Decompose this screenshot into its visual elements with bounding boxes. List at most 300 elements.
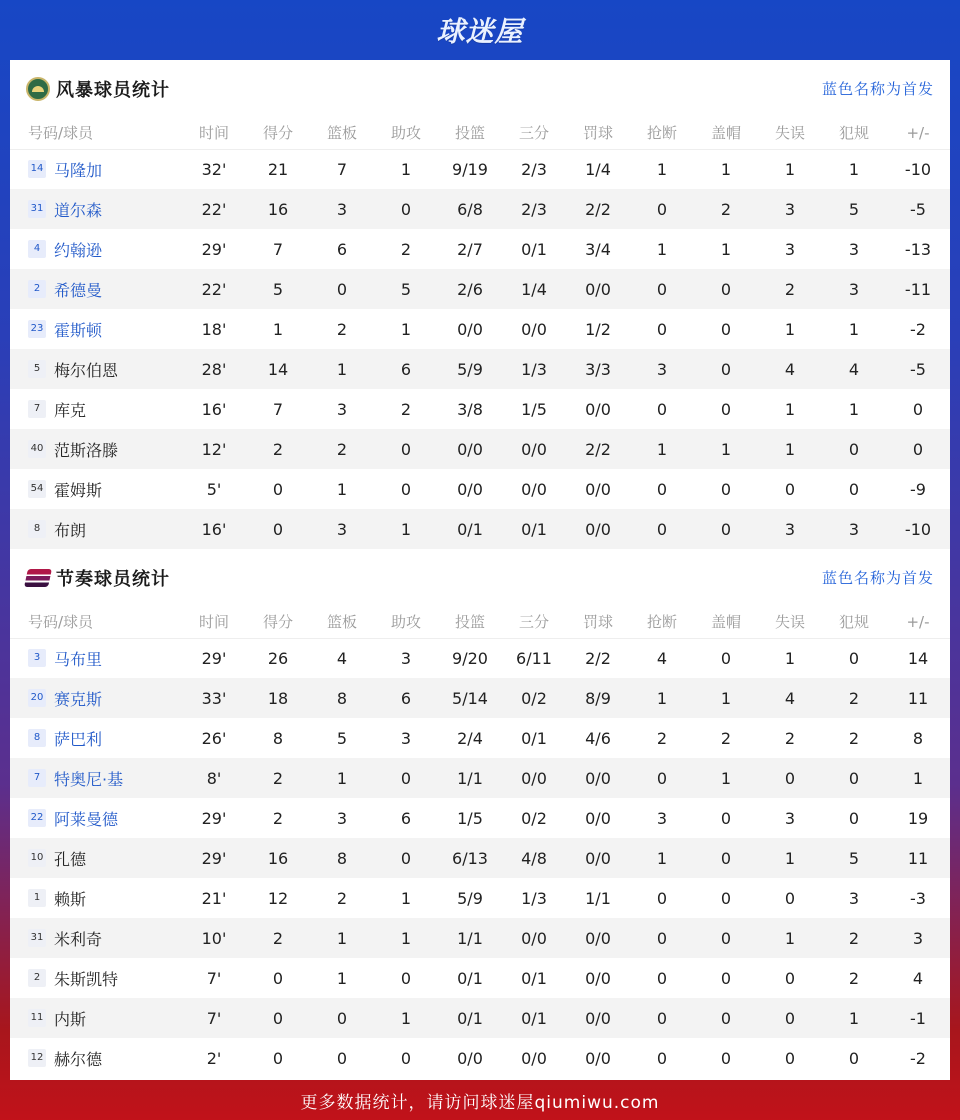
player-name[interactable]: 马布里 xyxy=(54,649,103,669)
stat-cell: 5' xyxy=(206,479,222,499)
stats-panel xyxy=(10,60,950,1080)
player-name[interactable]: 道尔森 xyxy=(54,200,103,220)
stat-cell: 0 xyxy=(720,888,732,908)
stat-cell: 3 xyxy=(886,918,950,958)
stat-cell: 2/2 xyxy=(566,189,630,229)
player-cell xyxy=(10,958,182,998)
stat-cell: 3/4 xyxy=(585,239,611,259)
table-row[interactable] xyxy=(10,998,950,1038)
player-cell xyxy=(10,389,182,429)
stat-cell: 4 xyxy=(758,678,822,718)
stat-cell: 3 xyxy=(822,509,886,549)
stat-cell: 1/1 xyxy=(438,758,502,798)
jersey-number-badge: 7 xyxy=(28,400,46,418)
table-row[interactable] xyxy=(10,389,950,429)
jersey-number-badge: 14 xyxy=(28,160,46,178)
player-name[interactable]: 布朗 xyxy=(54,520,87,540)
stat-cell: 8/9 xyxy=(566,678,630,718)
column-header: 号码/球员 xyxy=(10,606,182,638)
stat-cell: 0 xyxy=(720,648,732,668)
stat-cell: 0 xyxy=(694,349,758,389)
stat-cell: 3 xyxy=(400,728,412,748)
stat-cell: 1 xyxy=(630,678,694,718)
table-row[interactable] xyxy=(10,638,950,678)
player-name[interactable]: 马隆加 xyxy=(54,160,103,180)
stat-cell: 2 xyxy=(848,968,860,988)
starter-legend-note: 蓝色名称为首发 xyxy=(821,80,934,98)
column-header: 抢断 xyxy=(630,117,694,149)
stat-cell: 2/4 xyxy=(457,728,483,748)
stat-cell: 1 xyxy=(758,838,822,878)
stat-cell: 6/8 xyxy=(438,189,502,229)
stat-cell: 4 xyxy=(822,349,886,389)
stat-cell: 0/0 xyxy=(457,479,483,499)
team-header xyxy=(10,60,950,117)
stat-cell: 3 xyxy=(400,648,412,668)
column-header: 投篮 xyxy=(438,117,502,149)
jersey-number-badge: 12 xyxy=(28,1049,46,1067)
stat-cell: 0/1 xyxy=(521,239,547,259)
stat-cell: 0 xyxy=(374,758,438,798)
stat-cell: 0/0 xyxy=(566,998,630,1038)
stat-cell: 0 xyxy=(912,399,924,419)
player-cell xyxy=(10,429,182,469)
player-name[interactable]: 赛克斯 xyxy=(54,689,103,709)
jersey-number-badge: 2 xyxy=(28,280,46,298)
player-cell xyxy=(10,678,182,718)
player-name[interactable]: 希德曼 xyxy=(54,280,103,300)
player-cell xyxy=(10,878,182,918)
stat-cell: 3/3 xyxy=(566,349,630,389)
stat-cell: 0 xyxy=(310,269,374,309)
stat-cell: 0 xyxy=(720,319,732,339)
stat-cell: 22' xyxy=(182,269,246,309)
table-row[interactable] xyxy=(10,509,950,549)
stat-cell: 7 xyxy=(336,159,348,179)
jersey-number-badge: 40 xyxy=(28,440,46,458)
table-row[interactable] xyxy=(10,678,950,718)
stat-cell: 0 xyxy=(272,479,284,499)
stat-cell: 16' xyxy=(201,399,227,419)
footer-banner xyxy=(0,1080,960,1120)
stat-cell: 2 xyxy=(272,808,284,828)
storm-logo-icon xyxy=(26,77,50,101)
stat-cell: 5 xyxy=(336,728,348,748)
player-cell xyxy=(10,469,182,509)
table-header-row xyxy=(10,117,950,149)
stat-cell: 29' xyxy=(201,648,227,668)
stat-cell: 0 xyxy=(720,1048,732,1068)
stat-cell: 1 xyxy=(886,758,950,798)
stat-cell: 0 xyxy=(630,509,694,549)
stat-cell: 3 xyxy=(822,269,886,309)
stat-cell: 4 xyxy=(912,968,924,988)
player-name[interactable]: 库克 xyxy=(54,400,87,420)
table-row[interactable] xyxy=(10,269,950,309)
table-row[interactable] xyxy=(10,429,950,469)
column-header: 号码/球员 xyxy=(10,117,182,149)
stat-cell: 8' xyxy=(182,758,246,798)
stat-cell: 0 xyxy=(400,1048,412,1068)
player-name[interactable]: 阿莱曼德 xyxy=(54,809,119,829)
column-header: 犯规 xyxy=(822,606,886,638)
stat-cell: 0 xyxy=(784,479,796,499)
stat-cell: 4/6 xyxy=(585,728,611,748)
stat-cell: -1 xyxy=(886,998,950,1038)
stat-cell: 1/2 xyxy=(585,319,611,339)
column-header: 投篮 xyxy=(438,606,502,638)
table-row[interactable] xyxy=(10,1038,950,1078)
stat-cell: 0 xyxy=(784,888,796,908)
stat-cell: 0 xyxy=(630,918,694,958)
stat-cell: 1/1 xyxy=(438,918,502,958)
stat-cell: 0/0 xyxy=(502,918,566,958)
stat-cell: 1/1 xyxy=(585,888,611,908)
stat-cell: 1 xyxy=(400,888,412,908)
stat-cell: 0 xyxy=(246,998,310,1038)
team-title: 节奏球员统计 xyxy=(56,568,170,590)
stat-cell: 2 xyxy=(246,918,310,958)
column-header: 失误 xyxy=(758,117,822,149)
stat-cell: 2 xyxy=(720,728,732,748)
stat-cell: 1/3 xyxy=(502,349,566,389)
stat-cell: 0/0 xyxy=(438,429,502,469)
stat-cell: 2 xyxy=(400,399,412,419)
column-header: 罚球 xyxy=(566,606,630,638)
stat-cell: 0 xyxy=(310,998,374,1038)
jersey-number-badge: 22 xyxy=(28,809,46,827)
stat-cell: 0 xyxy=(848,648,860,668)
stat-cell: 0 xyxy=(336,1048,348,1068)
column-header: 得分 xyxy=(246,606,310,638)
stat-cell: 6 xyxy=(400,808,412,828)
stat-cell: 0 xyxy=(720,968,732,988)
table-row[interactable] xyxy=(10,469,950,509)
player-cell xyxy=(10,718,182,758)
stat-cell: 1 xyxy=(310,349,374,389)
stat-cell: 1 xyxy=(848,159,860,179)
stat-cell: 29' xyxy=(201,239,227,259)
stat-cell: 0 xyxy=(694,918,758,958)
table-row[interactable] xyxy=(10,878,950,918)
stat-cell: 1 xyxy=(720,239,732,259)
stat-cell: 0 xyxy=(246,509,310,549)
player-name[interactable]: 特奥尼·基 xyxy=(54,769,124,789)
stat-cell: 0/0 xyxy=(566,509,630,549)
stat-cell: 8 xyxy=(912,728,924,748)
footer-text[interactable]: 更多数据统计，请访问球迷屋qiumiwu.com xyxy=(300,1092,660,1113)
stat-cell: 8 xyxy=(272,728,284,748)
stat-cell: 1/4 xyxy=(585,159,611,179)
player-name[interactable]: 范斯洛滕 xyxy=(54,440,119,460)
stat-cell: 0 xyxy=(694,509,758,549)
stat-cell: 0 xyxy=(694,269,758,309)
player-name[interactable]: 朱斯凯特 xyxy=(54,969,119,989)
stat-cell: 0 xyxy=(630,189,694,229)
stat-cell: 2/6 xyxy=(438,269,502,309)
stat-cell: 16' xyxy=(182,509,246,549)
stat-cell: 0 xyxy=(694,998,758,1038)
stat-cell: 0 xyxy=(720,479,732,499)
stat-cell: 0/1 xyxy=(521,968,547,988)
stat-cell: 0 xyxy=(374,838,438,878)
stat-cell: -13 xyxy=(904,239,932,259)
stat-cell: 2 xyxy=(822,678,886,718)
table-header-row xyxy=(10,606,950,638)
stat-cell: 26 xyxy=(267,648,289,668)
stat-cell: 0/0 xyxy=(457,1048,483,1068)
stat-cell: 4 xyxy=(758,349,822,389)
team-stats-section xyxy=(10,60,950,549)
stat-cell: 0 xyxy=(400,968,412,988)
column-header: 时间 xyxy=(182,117,246,149)
stat-cell: 3 xyxy=(310,509,374,549)
player-cell xyxy=(10,509,182,549)
stat-cell: 2 xyxy=(246,429,310,469)
stat-cell: 21' xyxy=(201,888,227,908)
stat-cell: 1 xyxy=(374,509,438,549)
column-header: 失误 xyxy=(758,606,822,638)
stat-cell: 0 xyxy=(720,399,732,419)
stat-cell: 4/8 xyxy=(502,838,566,878)
stat-cell: -5 xyxy=(886,349,950,389)
column-header: 篮板 xyxy=(310,117,374,149)
stat-cell: 2 xyxy=(336,888,348,908)
stat-cell: 3/8 xyxy=(457,399,483,419)
stat-cell: 5 xyxy=(822,838,886,878)
player-name[interactable]: 内斯 xyxy=(54,1009,87,1029)
table-row[interactable] xyxy=(10,838,950,878)
player-name[interactable]: 赖斯 xyxy=(54,889,87,909)
table-row[interactable] xyxy=(10,958,950,998)
stat-cell: 9/20 xyxy=(452,648,488,668)
site-logo[interactable]: 球迷屋 xyxy=(436,15,524,48)
team-header xyxy=(10,549,950,606)
stat-cell: 0 xyxy=(784,1048,796,1068)
stat-cell: 2 xyxy=(310,429,374,469)
stat-cell: 7' xyxy=(182,998,246,1038)
stat-cell: 0/1 xyxy=(438,509,502,549)
table-row[interactable] xyxy=(10,309,950,349)
stat-cell: 0 xyxy=(694,838,758,878)
stat-cell: 0 xyxy=(758,758,822,798)
stat-cell: -2 xyxy=(910,1048,926,1068)
stat-cell: -11 xyxy=(886,269,950,309)
column-header: 助攻 xyxy=(374,117,438,149)
stat-cell: 2 xyxy=(336,319,348,339)
stat-cell: 4 xyxy=(656,648,668,668)
player-cell xyxy=(10,189,182,229)
stat-cell: 29' xyxy=(182,838,246,878)
jersey-number-badge: 3 xyxy=(28,649,46,667)
stat-cell: 0 xyxy=(656,399,668,419)
player-name[interactable]: 梅尔伯恩 xyxy=(54,360,119,380)
jersey-number-badge: 10 xyxy=(28,849,46,867)
stat-cell: 6 xyxy=(374,349,438,389)
stat-cell: 6 xyxy=(336,239,348,259)
stat-cell: 14 xyxy=(907,648,929,668)
stat-cell: 2 xyxy=(822,918,886,958)
stat-cell: 3 xyxy=(848,239,860,259)
jersey-number-badge: 20 xyxy=(28,689,46,707)
stat-cell: 0 xyxy=(758,998,822,1038)
stat-cell: 0 xyxy=(886,429,950,469)
stat-cell: 7 xyxy=(272,399,284,419)
column-header: 三分 xyxy=(502,117,566,149)
stat-cell: 0 xyxy=(822,429,886,469)
stat-cell: 0 xyxy=(848,1048,860,1068)
stat-cell: 2 xyxy=(758,269,822,309)
stat-cell: 2/7 xyxy=(457,239,483,259)
stat-cell: 2 xyxy=(656,728,668,748)
stat-cell: 1 xyxy=(848,319,860,339)
stat-cell: 1/5 xyxy=(521,399,547,419)
jersey-number-badge: 23 xyxy=(28,320,46,338)
player-cell xyxy=(10,758,182,798)
player-cell xyxy=(10,798,182,838)
stat-cell: 1/3 xyxy=(521,888,547,908)
stat-cell: 19 xyxy=(907,808,929,828)
column-header: +/- xyxy=(886,117,950,149)
table-row[interactable] xyxy=(10,149,950,189)
stat-cell: 0/0 xyxy=(521,479,547,499)
stat-cell: 6 xyxy=(374,678,438,718)
stat-cell: 1/5 xyxy=(457,808,483,828)
stat-cell: 1 xyxy=(784,648,796,668)
stat-cell: 1 xyxy=(694,429,758,469)
stat-cell: 2/3 xyxy=(502,189,566,229)
stat-cell: 14 xyxy=(246,349,310,389)
stat-cell: 3 xyxy=(758,189,822,229)
table-row[interactable] xyxy=(10,718,950,758)
jersey-number-badge: 8 xyxy=(28,729,46,747)
jersey-number-badge: 8 xyxy=(28,520,46,538)
starter-legend-note: 蓝色名称为首发 xyxy=(821,569,934,587)
stat-cell: 0/2 xyxy=(502,678,566,718)
stat-cell: 1 xyxy=(694,678,758,718)
stat-cell: 3 xyxy=(848,888,860,908)
stat-cell: 1 xyxy=(336,479,348,499)
stat-cell: 0/1 xyxy=(521,728,547,748)
jersey-number-badge: 7 xyxy=(28,769,46,787)
column-header: 抢断 xyxy=(630,606,694,638)
stat-cell: 3 xyxy=(656,808,668,828)
stat-cell: 0 xyxy=(784,968,796,988)
column-header: 时间 xyxy=(182,606,246,638)
stat-cell: 1 xyxy=(694,758,758,798)
player-cell xyxy=(10,918,182,958)
stat-cell: 1 xyxy=(784,159,796,179)
stat-cell: 1 xyxy=(758,429,822,469)
stat-cell: 0/0 xyxy=(585,479,611,499)
stat-cell: 1 xyxy=(784,399,796,419)
table-row[interactable] xyxy=(10,798,950,838)
player-name[interactable]: 米利奇 xyxy=(54,929,103,949)
stat-cell: 1 xyxy=(310,918,374,958)
stat-cell: 0 xyxy=(656,479,668,499)
stat-cell: 0 xyxy=(720,808,732,828)
stat-cell: 0/0 xyxy=(502,758,566,798)
stat-cell: 6/11 xyxy=(516,648,552,668)
stat-cell: 7' xyxy=(206,968,222,988)
player-cell xyxy=(10,998,182,1038)
player-cell xyxy=(10,349,182,389)
stat-cell: 1 xyxy=(784,319,796,339)
player-name[interactable]: 约翰逊 xyxy=(54,240,103,260)
player-name[interactable]: 霍斯顿 xyxy=(54,320,103,340)
stat-cell: 0 xyxy=(656,319,668,339)
stat-cell: 9/19 xyxy=(452,159,488,179)
stat-cell: 1 xyxy=(336,968,348,988)
table-row[interactable] xyxy=(10,758,950,798)
stat-cell: 2 xyxy=(784,728,796,748)
stat-cell: 26' xyxy=(201,728,227,748)
stat-cell: 0/2 xyxy=(521,808,547,828)
player-name[interactable]: 霍姆斯 xyxy=(54,480,103,500)
jersey-number-badge: 5 xyxy=(28,360,46,378)
stat-cell: 5 xyxy=(822,189,886,229)
stat-cell: 1 xyxy=(656,239,668,259)
stat-cell: 22' xyxy=(182,189,246,229)
jersey-number-badge: 2 xyxy=(28,969,46,987)
player-cell xyxy=(10,269,182,309)
stat-cell: 1 xyxy=(656,159,668,179)
stat-cell: 2 xyxy=(694,189,758,229)
stat-cell: 2/2 xyxy=(585,648,611,668)
stat-cell: 5/9 xyxy=(457,888,483,908)
stat-cell: -10 xyxy=(904,159,932,179)
player-name[interactable]: 孔德 xyxy=(54,849,87,869)
jersey-number-badge: 11 xyxy=(28,1009,46,1027)
stat-cell: 0 xyxy=(630,998,694,1038)
stat-cell: 0 xyxy=(656,1048,668,1068)
stat-cell: 0 xyxy=(656,888,668,908)
stat-cell: 0/0 xyxy=(566,918,630,958)
player-name[interactable]: 赫尔德 xyxy=(54,1049,103,1069)
team-stats-section xyxy=(10,549,950,1078)
column-header: 罚球 xyxy=(566,117,630,149)
table-row[interactable] xyxy=(10,349,950,389)
table-row[interactable] xyxy=(10,229,950,269)
stat-cell: 0 xyxy=(400,479,412,499)
column-header: 篮板 xyxy=(310,606,374,638)
stat-cell: 1 xyxy=(374,998,438,1038)
stat-cell: 11 xyxy=(886,838,950,878)
player-stats-table xyxy=(10,117,950,549)
stat-cell: 0/0 xyxy=(521,319,547,339)
stat-cell: 1 xyxy=(272,319,284,339)
stat-cell: 0/0 xyxy=(585,808,611,828)
stat-cell: -5 xyxy=(886,189,950,229)
stat-cell: 0/0 xyxy=(566,838,630,878)
stat-cell: 10' xyxy=(182,918,246,958)
rhythm-logo-icon xyxy=(26,566,50,590)
stat-cell: 3 xyxy=(630,349,694,389)
stat-cell: 1 xyxy=(720,159,732,179)
stat-cell: 0 xyxy=(630,758,694,798)
table-row[interactable] xyxy=(10,918,950,958)
stat-cell: 0 xyxy=(374,189,438,229)
jersey-number-badge: 31 xyxy=(28,200,46,218)
stat-cell: 2 xyxy=(848,728,860,748)
stat-cell: 0 xyxy=(374,429,438,469)
column-header: 助攻 xyxy=(374,606,438,638)
stat-cell: 0 xyxy=(272,1048,284,1068)
stat-cell: -10 xyxy=(886,509,950,549)
stat-cell: 5 xyxy=(374,269,438,309)
table-row[interactable] xyxy=(10,189,950,229)
player-name[interactable]: 萨巴利 xyxy=(54,729,103,749)
